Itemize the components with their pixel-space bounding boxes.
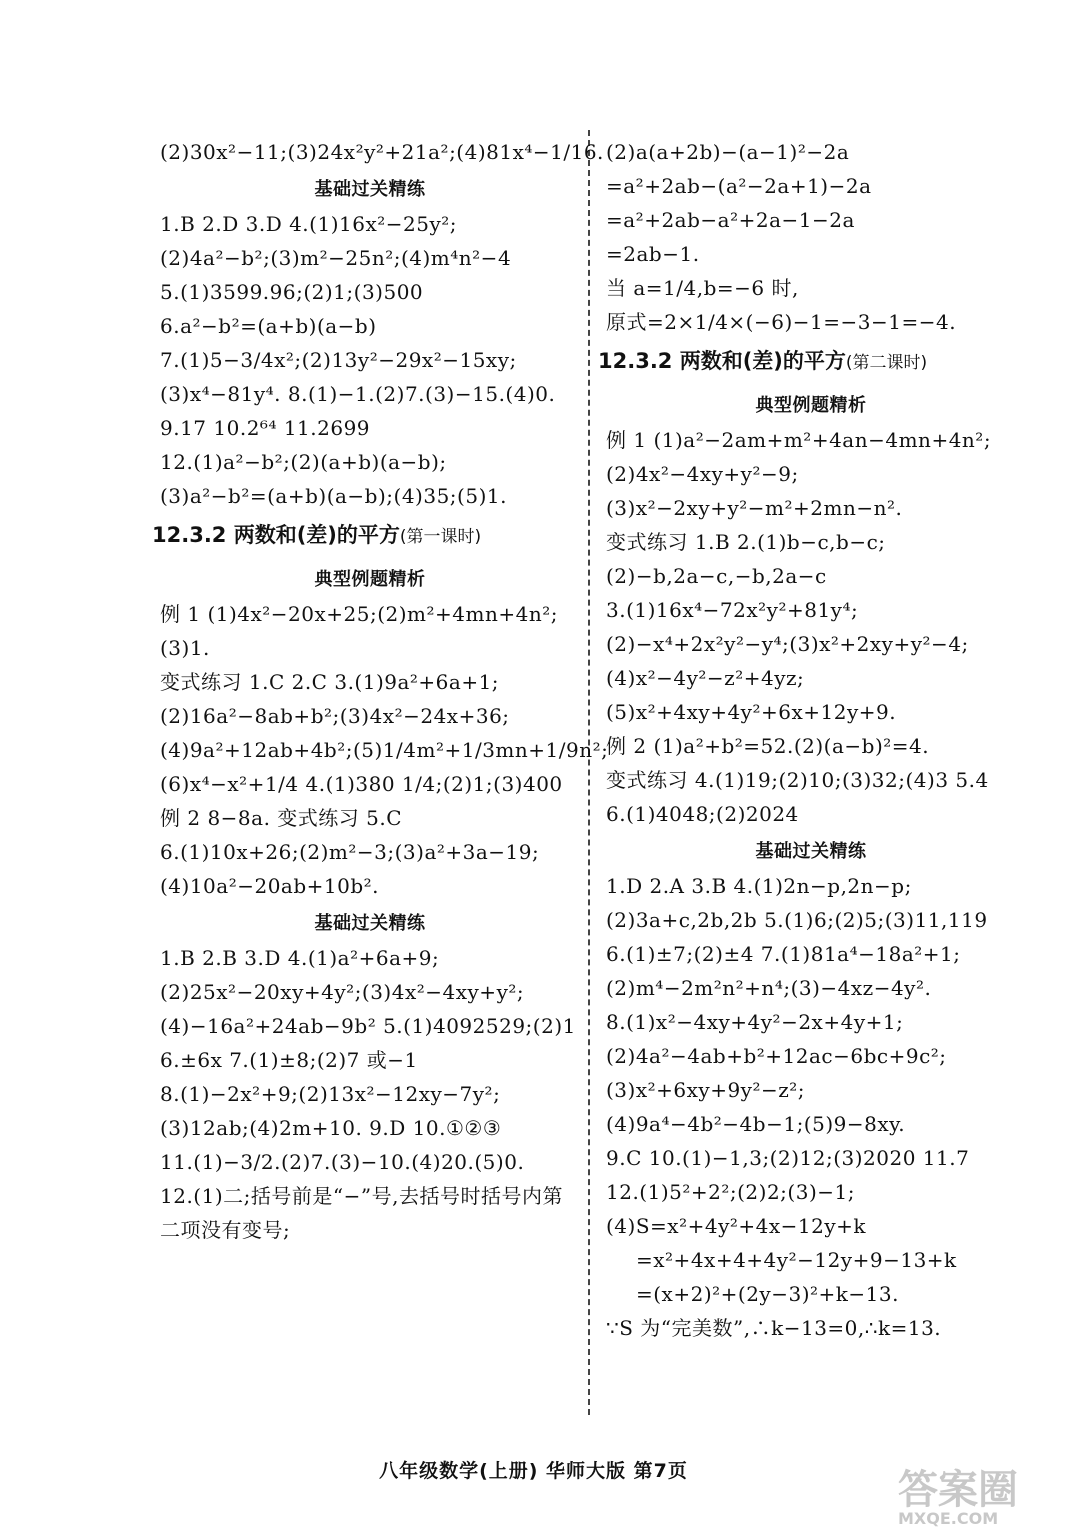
answer-line: (3)x²+6xy+9y²−z²; [606,1078,806,1102]
answer-line: 6.(1)±7;(2)±4 7.(1)81a⁴−18a²+1; [606,942,961,966]
answer-line: =a²+2ab−a²+2a−1−2a [606,208,855,232]
answer-line: (2)−b,2a−c,−b,2a−c [606,564,827,588]
section-title [598,339,1016,385]
answer-line: ∵S 为“完美数”,∴k−13=0,∴k=13. [606,1316,942,1340]
answer-line: 1.B 2.B 3.D 4.(1)a²+6a+9; [160,946,440,970]
answer-line: 例 1 (1)a²−2am+m²+4an−4mn+4n²; [606,428,992,452]
answer-line: (3)x²−2xy+y²−m²+2mn−n². [606,496,903,520]
subsection-heading: 基础过关精练 [314,179,426,200]
answer-line: 原式=2×1/4×(−6)−1=−3−1=−4. [606,310,957,334]
subsection-heading: 典型例题精析 [755,395,867,416]
answer-line: (2)−x⁴+2x²y²−y⁴;(3)x²+2xy+y²−4; [606,632,969,656]
answer-line: 12.(1)5²+2²;(2)2;(3)−1; [606,1180,855,1204]
answer-line: (2)3a+c,2b,2b 5.(1)6;(2)5;(3)11,119 [606,908,988,932]
answer-line: 当 a=1/4,b=−6 时, [606,276,799,300]
answer-line: (2)m⁴−2m²n²+n⁴;(3)−4xz−4y². [606,976,932,1000]
answer-line: 6.a²−b²=(a+b)(a−b) [160,314,377,338]
section-title-lesson: (第二课时) [845,353,928,373]
answer-line: 12.(1)a²−b²;(2)(a+b)(a−b); [160,450,447,474]
answer-line: 8.(1)−2x²+9;(2)13x²−12xy−7y²; [160,1082,501,1106]
answer-line: 7.(1)5−3/4x²;(2)13y²−29x²−15xy; [160,348,517,372]
answer-line: (2)a(a+2b)−(a−1)²−2a [606,140,850,164]
answer-line: 6.(1)10x+26;(2)m²−3;(3)a²+3a−19; [160,840,540,864]
watermark-text: 答案圈 [898,1467,1018,1513]
subsection-heading: 基础过关精练 [755,841,867,862]
answer-line: (4)−16a²+24ab−9b² 5.(1)4092529;(2)1 [160,1014,576,1038]
answer-line: (4)9a²+12ab+4b²;(5)1/4m²+1/3mn+1/9n²; [160,738,609,762]
answer-line: 1.D 2.A 3.B 4.(1)2n−p,2n−p; [606,874,912,898]
answer-line: 二项没有变号; [160,1218,291,1242]
answer-line: =(x+2)²+(2y−3)²+k−13. [636,1282,899,1306]
section-title-main: 12.3.2 两数和(差)的平方 [598,349,846,373]
answer-line: (4)x²−4y²−z²+4yz; [606,666,805,690]
watermark-url: MXQE.COM [898,1509,999,1528]
subsection-heading: 基础过关精练 [314,913,426,934]
answer-line: 例 2 8−8a. 变式练习 5.C [160,806,403,830]
watermark-logo [898,1467,1058,1530]
answer-line: (3)12ab;(4)2m+10. 9.D 10.①②③ [160,1116,502,1140]
answer-line: 变式练习 1.C 2.C 3.(1)9a²+6a+1; [160,670,500,694]
answer-line: (2)16a²−8ab+b²;(3)4x²−24x+36; [160,704,510,728]
section-title-lesson: (第一课时) [399,527,482,547]
answer-line: 1.B 2.D 3.D 4.(1)16x²−25y²; [160,212,458,236]
answer-line: 5.(1)3599.96;(2)1;(3)500 [160,280,424,304]
page-footer: 八年级数学(上册) 华师大版 第7页 [379,1460,688,1482]
section-title-main: 12.3.2 两数和(差)的平方 [152,523,400,547]
answer-line: 9.C 10.(1)−1,3;(2)12;(3)2020 11.7 [606,1146,970,1170]
answer-line: (2)30x²−11;(3)24x²y²+21a²;(4)81x⁴−1/16. [160,140,604,164]
answer-line: =2ab−1. [606,242,700,266]
answer-line: 例 2 (1)a²+b²=52.(2)(a−b)²=4. [606,734,930,758]
answer-line: (6)x⁴−x²+1/4 4.(1)380 1/4;(2)1;(3)400 [160,772,563,796]
right-column [598,135,1016,1345]
answer-line: 9.17 10.2⁶⁴ 11.2699 [160,416,371,440]
answer-line: (4)10a²−20ab+10b². [160,874,380,898]
left-column [152,135,609,1247]
answer-line: =a²+2ab−(a²−2a+1)−2a [606,174,872,198]
answer-line: (2)4a²−4ab+b²+12ac−6bc+9c²; [606,1044,947,1068]
answer-line: =x²+4x+4+4y²−12y+9−13+k [636,1248,957,1272]
answer-line: 8.(1)x²−4xy+4y²−2x+4y+1; [606,1010,904,1034]
answer-line: 例 1 (1)4x²−20x+25;(2)m²+4mn+4n²; [160,602,558,626]
answer-line: 11.(1)−3/2.(2)7.(3)−10.(4)20.(5)0. [160,1150,525,1174]
answer-line: (4)S=x²+4y²+4x−12y+k [606,1214,867,1238]
answer-line: 6.(1)4048;(2)2024 [606,802,799,826]
answer-line: 12.(1)二;括号前是“−”号,去括号时括号内第 [160,1184,563,1208]
answer-line: (3)a²−b²=(a+b)(a−b);(4)35;(5)1. [160,484,507,508]
answer-line: (2)25x²−20xy+4y²;(3)4x²−4xy+y²; [160,980,525,1004]
answer-line: 3.(1)16x⁴−72x²y²+81y⁴; [606,598,859,622]
answer-line: 变式练习 4.(1)19;(2)10;(3)32;(4)3 5.4 [606,768,989,792]
answer-line: 6.±6x 7.(1)±8;(2)7 或−1 [160,1048,418,1072]
answer-line: (3)x⁴−81y⁴. 8.(1)−1.(2)7.(3)−15.(4)0. [160,382,556,406]
answer-line: 变式练习 1.B 2.(1)b−c,b−c; [606,530,886,554]
subsection-heading: 典型例题精析 [314,569,426,590]
answer-line: (2)4a²−b²;(3)m²−25n²;(4)m⁴n²−4 [160,246,512,270]
answer-line: (4)9a⁴−4b²−4b−1;(5)9−8xy. [606,1112,906,1136]
section-title [152,513,580,559]
answer-line: (2)4x²−4xy+y²−9; [606,462,799,486]
answer-line: (5)x²+4xy+4y²+6x+12y+9. [606,700,897,724]
column-divider [588,130,590,1415]
answer-line: (3)1. [160,636,210,660]
